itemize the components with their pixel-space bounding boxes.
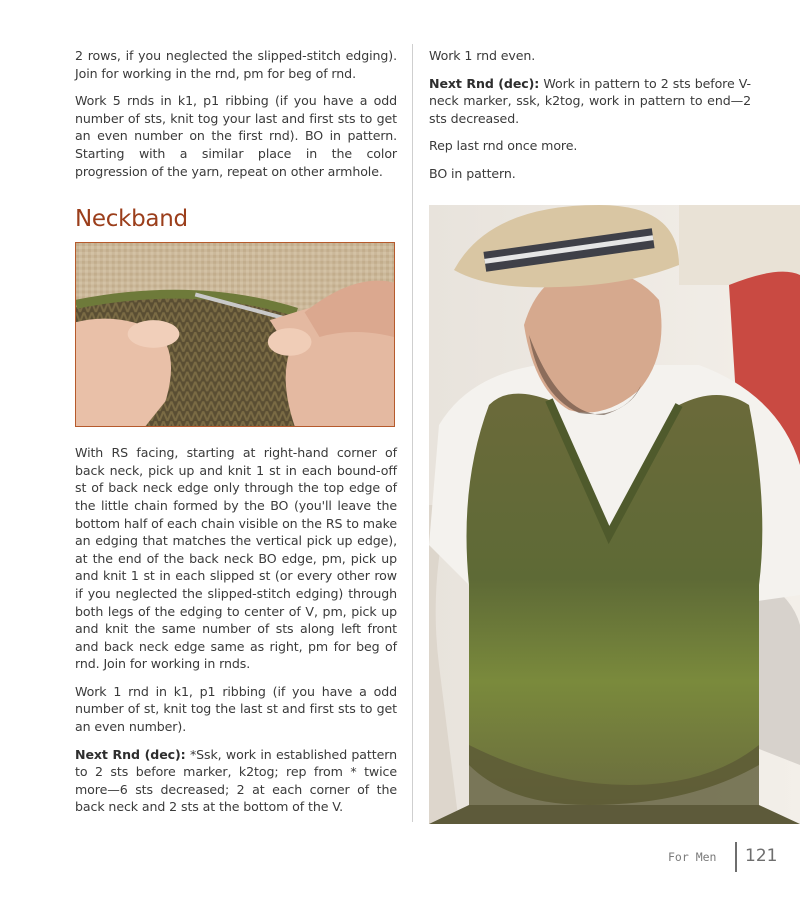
footer-section-label: For Men xyxy=(668,850,717,864)
paragraph-next-rnd-dec xyxy=(75,746,397,816)
model-vest-photo xyxy=(429,205,800,824)
right-column xyxy=(429,47,751,193)
paragraph-bind-off: BO in pattern. xyxy=(429,165,516,181)
page-number: 121 xyxy=(745,846,778,866)
paragraph-neckband-pickup: With RS facing, starting at right-hand corner of back neck, pick up and knit 1 st in each bound-off st of back neck edge only through the top edge of the little chain formed by the BO (you'll leave the bottom half of each chain visible on the RS to make an edging that matches the vertical pick up edge), at the end of the back neck BO edge, pm, pick up and knit 1 st in each slipped st (or every other row if you neglected the slipped-stitch edging) through both legs of the edging to center of V, pm, pick up and knit the same number of sts along left front and back neck edge same as right, pm for beg of rnd. Join for working in rnds. xyxy=(75,445,397,672)
paragraph-armhole-ribbing: Work 5 rnds in k1, p1 ribbing (if you have a odd number of sts, knit tog your last and first sts to get an even number on the first rnd). BO in pattern. Starting with a similar place in the color progression of the yarn, repeat on other armhole. xyxy=(75,93,397,179)
section-heading-neckband: Neckband xyxy=(75,206,188,233)
paragraph-neckband-ribbing: Work 1 rnd in k1, p1 ribbing (if you have a odd number of st, knit tog the last st and first sts to get an even number). xyxy=(75,683,397,735)
paragraph-repeat: Rep last rnd once more. xyxy=(429,138,578,154)
paragraph-vneck-dec xyxy=(429,75,751,128)
paragraph-armhole-join: 2 rows, if you neglected the slipped-stitch edging). Join for working in the rnd, pm for beg of rnd. xyxy=(75,48,397,81)
instruction-text: *Ssk, work in established pattern to 2 sts before marker, k2tog; rep from * twice more—6 sts decreased; 2 at each corner of the back neck and 2 sts at the bottom of the V. xyxy=(75,746,397,815)
instruction-label: Next Rnd (dec): xyxy=(429,75,540,91)
column-divider xyxy=(412,44,413,822)
knitting-closeup-photo xyxy=(75,242,395,427)
left-column xyxy=(75,47,397,826)
instruction-label: Next Rnd (dec): xyxy=(75,746,186,762)
instruction-text: Work in pattern to 2 sts before V-neck marker, ssk, k2tog, work in pattern to end—2 sts decreased. xyxy=(429,75,751,126)
paragraph-work-even: Work 1 rnd even. xyxy=(429,48,536,63)
footer-divider xyxy=(735,842,737,872)
